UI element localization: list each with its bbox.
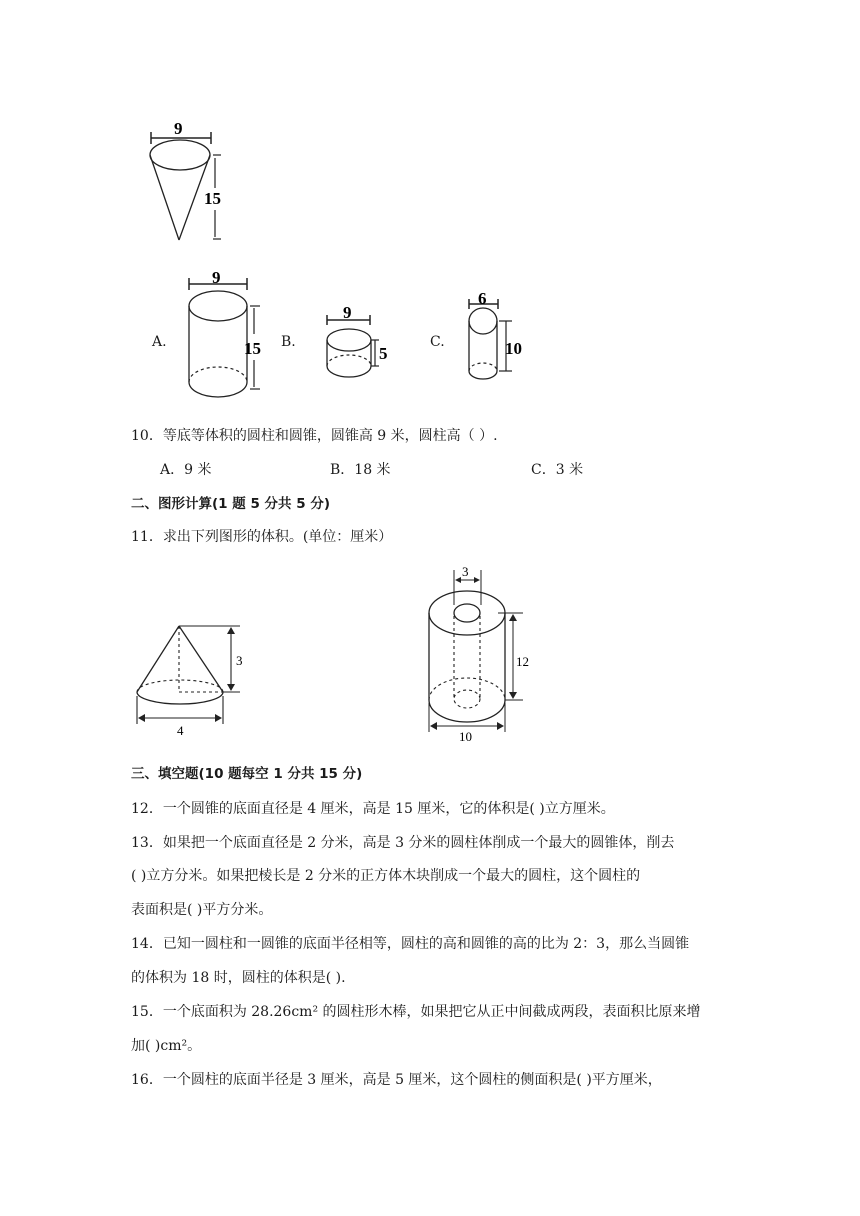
q13-line-2: ( )立方分米。如果把棱长是 2 分米的正方体木块削成一个最大的圆柱，这个圆柱的	[131, 868, 641, 884]
q9-cone-height-label: 15	[204, 189, 221, 208]
q9-b-diameter-label: 9	[343, 303, 352, 322]
q13-line-3: 表面积是( )平方分米。	[131, 902, 273, 918]
q12-text: 12．一个圆锥的底面直径是 4 厘米，高是 15 厘米，它的体积是( )立方厘米。	[131, 801, 615, 817]
q10-option-b[interactable]: B．18 米	[330, 462, 391, 478]
q9-c-height-label: 10	[505, 339, 522, 358]
q11-height-label: 12	[516, 654, 529, 669]
q14-line-2: 的体积为 18 时，圆柱的体积是( ).	[131, 970, 346, 986]
q15-line-1: 15．一个底面积为 28.26cm² 的圆柱形木棒，如果把它从正中间截成两段，表面积比原来增	[131, 1004, 701, 1020]
q9-option-b-cylinder	[322, 303, 402, 386]
q11-cone-figure	[130, 612, 270, 742]
q9-cone-diameter-label: 9	[174, 119, 183, 138]
q9-option-a-letter: A.	[152, 334, 167, 350]
q15-line-2: 加( )cm²。	[131, 1038, 202, 1054]
q11-cone-diameter-label: 4	[177, 723, 184, 738]
q10-option-c[interactable]: C．3 米	[531, 462, 584, 478]
q9-option-a-cylinder	[182, 268, 272, 402]
q9-a-diameter-label: 9	[212, 268, 221, 287]
q11-stem: 11．求出下列图形的体积。(单位：厘米）	[131, 529, 393, 545]
q9-cone-figure	[140, 118, 250, 248]
q9-option-c-letter: C.	[430, 334, 445, 350]
q9-a-height-label: 15	[244, 339, 261, 358]
q11-hollow-cylinder-figure	[418, 560, 558, 750]
q13-line-1: 13．如果把一个底面直径是 2 分米，高是 3 分米的圆柱体削成一个最大的圆锥体，削去	[131, 835, 675, 851]
q11-outer-diameter-label: 10	[459, 729, 472, 744]
q9-c-diameter-label: 6	[478, 289, 487, 308]
q11-inner-diameter-label: 3	[462, 564, 469, 579]
q9-option-c-cylinder	[462, 288, 542, 388]
q10-option-a[interactable]: A．9 米	[160, 462, 212, 478]
section-3-heading: 三、填空题(10 题每空 1 分共 15 分)	[131, 766, 363, 782]
q11-cone-height-label: 3	[236, 653, 243, 668]
q10-stem: 10．等底等体积的圆柱和圆锥，圆锥高 9 米，圆柱高（ ）.	[131, 428, 498, 444]
q14-line-1: 14．已知一圆柱和一圆锥的底面半径相等，圆柱的高和圆锥的高的比为 2：3，那么当圆锥	[131, 936, 690, 952]
section-2-heading: 二、图形计算(1 题 5 分共 5 分)	[131, 496, 331, 512]
q9-b-height-label: 5	[379, 344, 388, 363]
q9-option-b-letter: B.	[281, 334, 296, 350]
q16-line-1: 16．一个圆柱的底面半径是 3 厘米，高是 5 厘米，这个圆柱的侧面积是( )平方厘米，	[131, 1072, 662, 1088]
